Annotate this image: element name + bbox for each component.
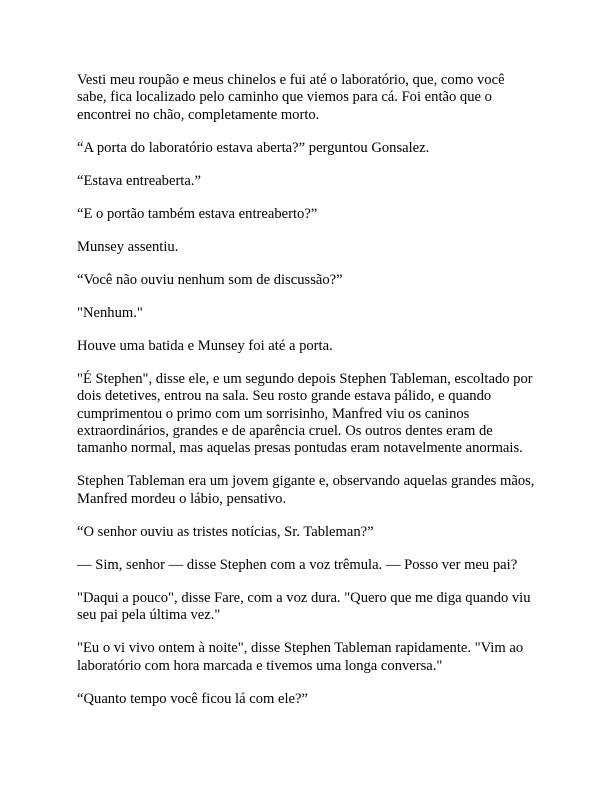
paragraph: — Sim, senhor — disse Stephen com a voz trêmula. — Posso ver meu pai? <box>77 556 518 573</box>
paragraph: “E o portão também estava entreaberto?” <box>77 205 318 222</box>
paragraph: Vesti meu roupão e meus chinelos e fui até o laboratório, que, como você sabe, fica localizado pelo caminho que viemos para cá. Foi então que o encontrei no chão, completamente morto. <box>77 72 505 123</box>
paragraph: Stephen Tableman era um jovem gigante e, observando aquelas grandes mãos, Manfred mordeu o lábio, pensativo. <box>77 473 535 507</box>
paragraph: “O senhor ouviu as tristes notícias, Sr. Tableman?” <box>77 523 374 540</box>
paragraph: “Estava entreaberta.” <box>77 172 201 189</box>
paragraph: "Eu o vi vivo ontem à noite", disse Stephen Tableman rapidamente. "Vim ao laboratório com hora marcada e tivemos uma longa conversa." <box>77 640 524 674</box>
paragraph: "É Stephen", disse ele, e um segundo depois Stephen Tableman, escoltado por dois detetives, entrou na sala. Seu rosto grande estava pálido, e quando cumprimentou o primo com um sorrisinho, Manfred viu os caninos extraordinários, grandes e de aparência cruel. Os outros dentes eram de tamanho normal, mas aquelas presas pontudas eram notavelmente anormais. <box>77 370 533 457</box>
document-page <box>77 72 537 724</box>
paragraph: "Daqui a pouco", disse Fare, com a voz dura. "Quero que me diga quando viu seu pai pela última vez." <box>77 589 531 624</box>
paragraph: Munsey assentiu. <box>77 238 179 255</box>
paragraph: “A porta do laboratório estava aberta?” perguntou Gonsalez. <box>77 139 430 156</box>
paragraph: “Quanto tempo você ficou lá com ele?” <box>77 690 308 707</box>
paragraph: "Nenhum." <box>77 304 143 321</box>
paragraph: Houve uma batida e Munsey foi até a porta. <box>77 337 333 354</box>
paragraph: “Você não ouviu nenhum som de discussão?” <box>77 271 343 288</box>
